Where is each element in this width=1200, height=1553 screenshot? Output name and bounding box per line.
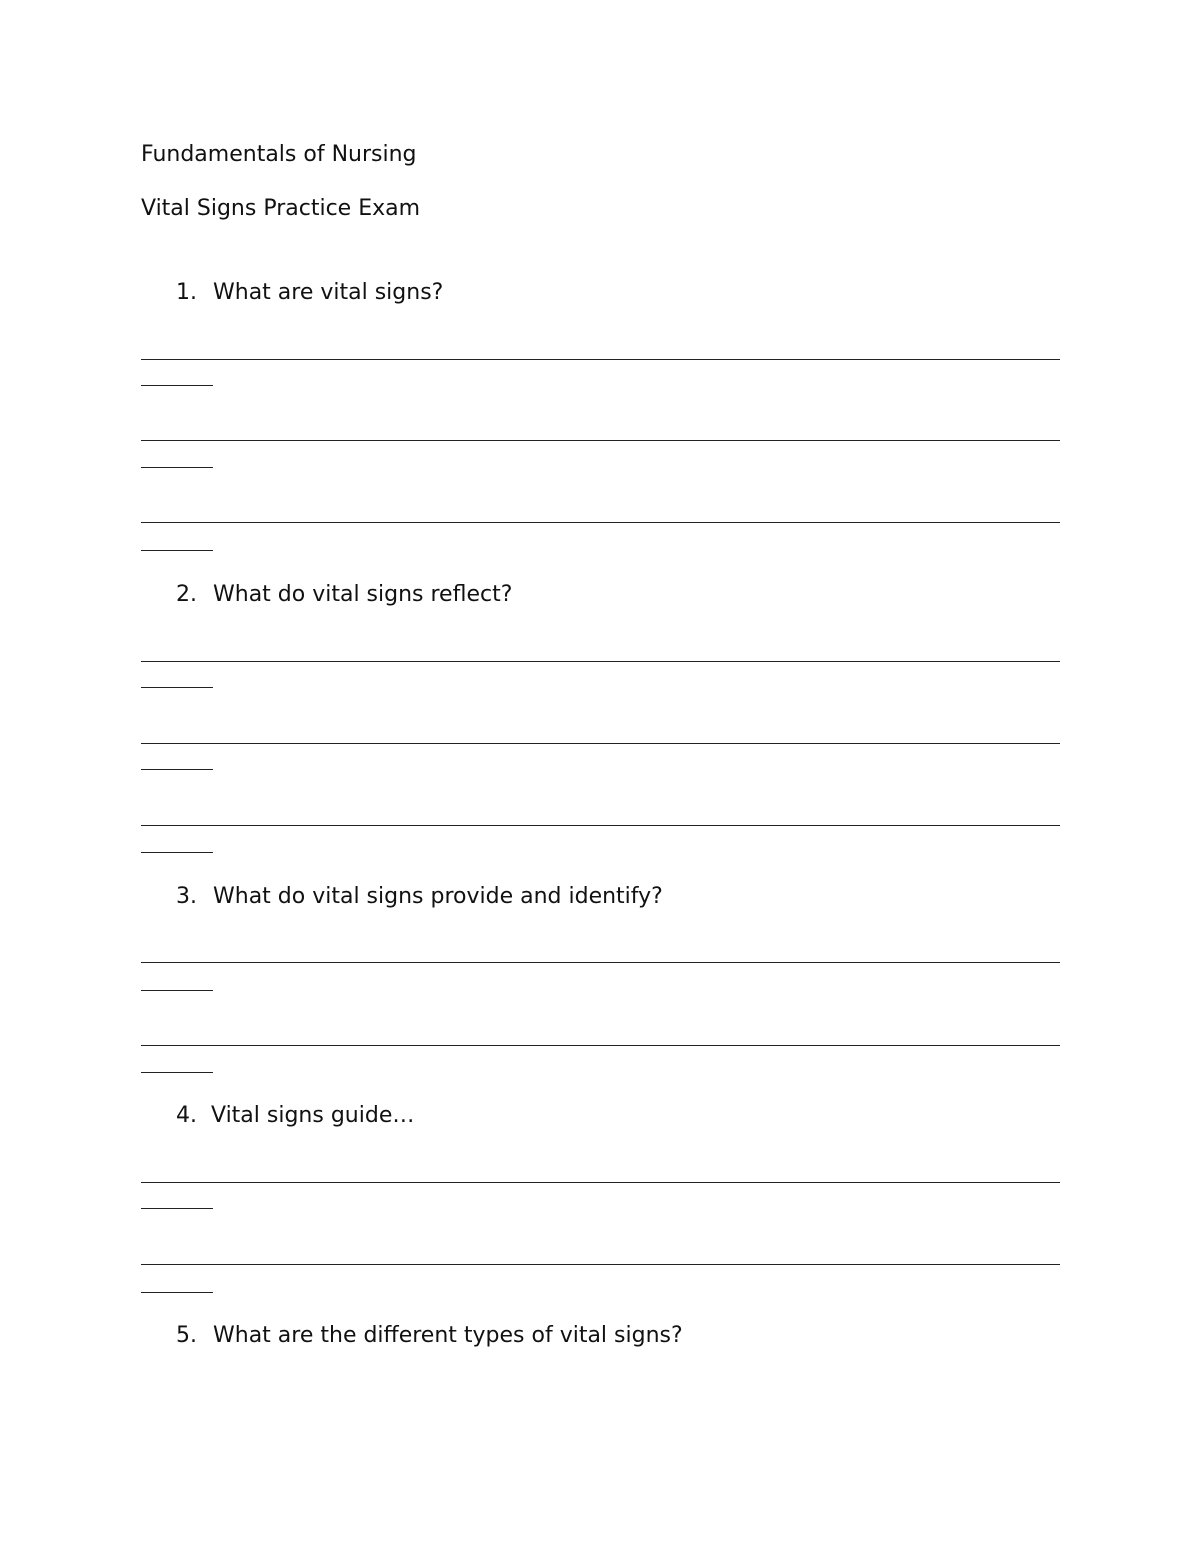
question-number: 3. bbox=[176, 884, 197, 909]
answer-line-end bbox=[141, 769, 213, 770]
question-text: What do vital signs reflect? bbox=[213, 582, 513, 607]
answer-line-end bbox=[141, 385, 213, 386]
course-title: Fundamentals of Nursing bbox=[141, 142, 417, 167]
answer-line-end bbox=[141, 550, 213, 551]
answer-line bbox=[141, 1264, 1060, 1265]
question-text: What are vital signs? bbox=[213, 280, 444, 305]
question-text: What are the different types of vital signs? bbox=[213, 1323, 683, 1348]
answer-line-end bbox=[141, 1072, 213, 1073]
answer-line-end bbox=[141, 1292, 213, 1293]
answer-line bbox=[141, 825, 1060, 826]
answer-line-end bbox=[141, 852, 213, 853]
question-text: What do vital signs provide and identify? bbox=[213, 884, 663, 909]
answer-line bbox=[141, 522, 1060, 523]
question-number: 1. bbox=[176, 280, 197, 305]
answer-line bbox=[141, 743, 1060, 744]
answer-line-end bbox=[141, 1208, 213, 1209]
question-text: Vital signs guide… bbox=[211, 1103, 415, 1128]
answer-line bbox=[141, 1182, 1060, 1183]
answer-line bbox=[141, 661, 1060, 662]
question-number: 5. bbox=[176, 1323, 197, 1348]
answer-line-end bbox=[141, 990, 213, 991]
exam-title: Vital Signs Practice Exam bbox=[141, 196, 421, 221]
answer-line bbox=[141, 440, 1060, 441]
question-number: 2. bbox=[176, 582, 197, 607]
answer-line bbox=[141, 962, 1060, 963]
answer-line bbox=[141, 359, 1060, 360]
answer-line-end bbox=[141, 467, 213, 468]
answer-line-end bbox=[141, 687, 213, 688]
answer-line bbox=[141, 1045, 1060, 1046]
question-number: 4. bbox=[176, 1103, 197, 1128]
